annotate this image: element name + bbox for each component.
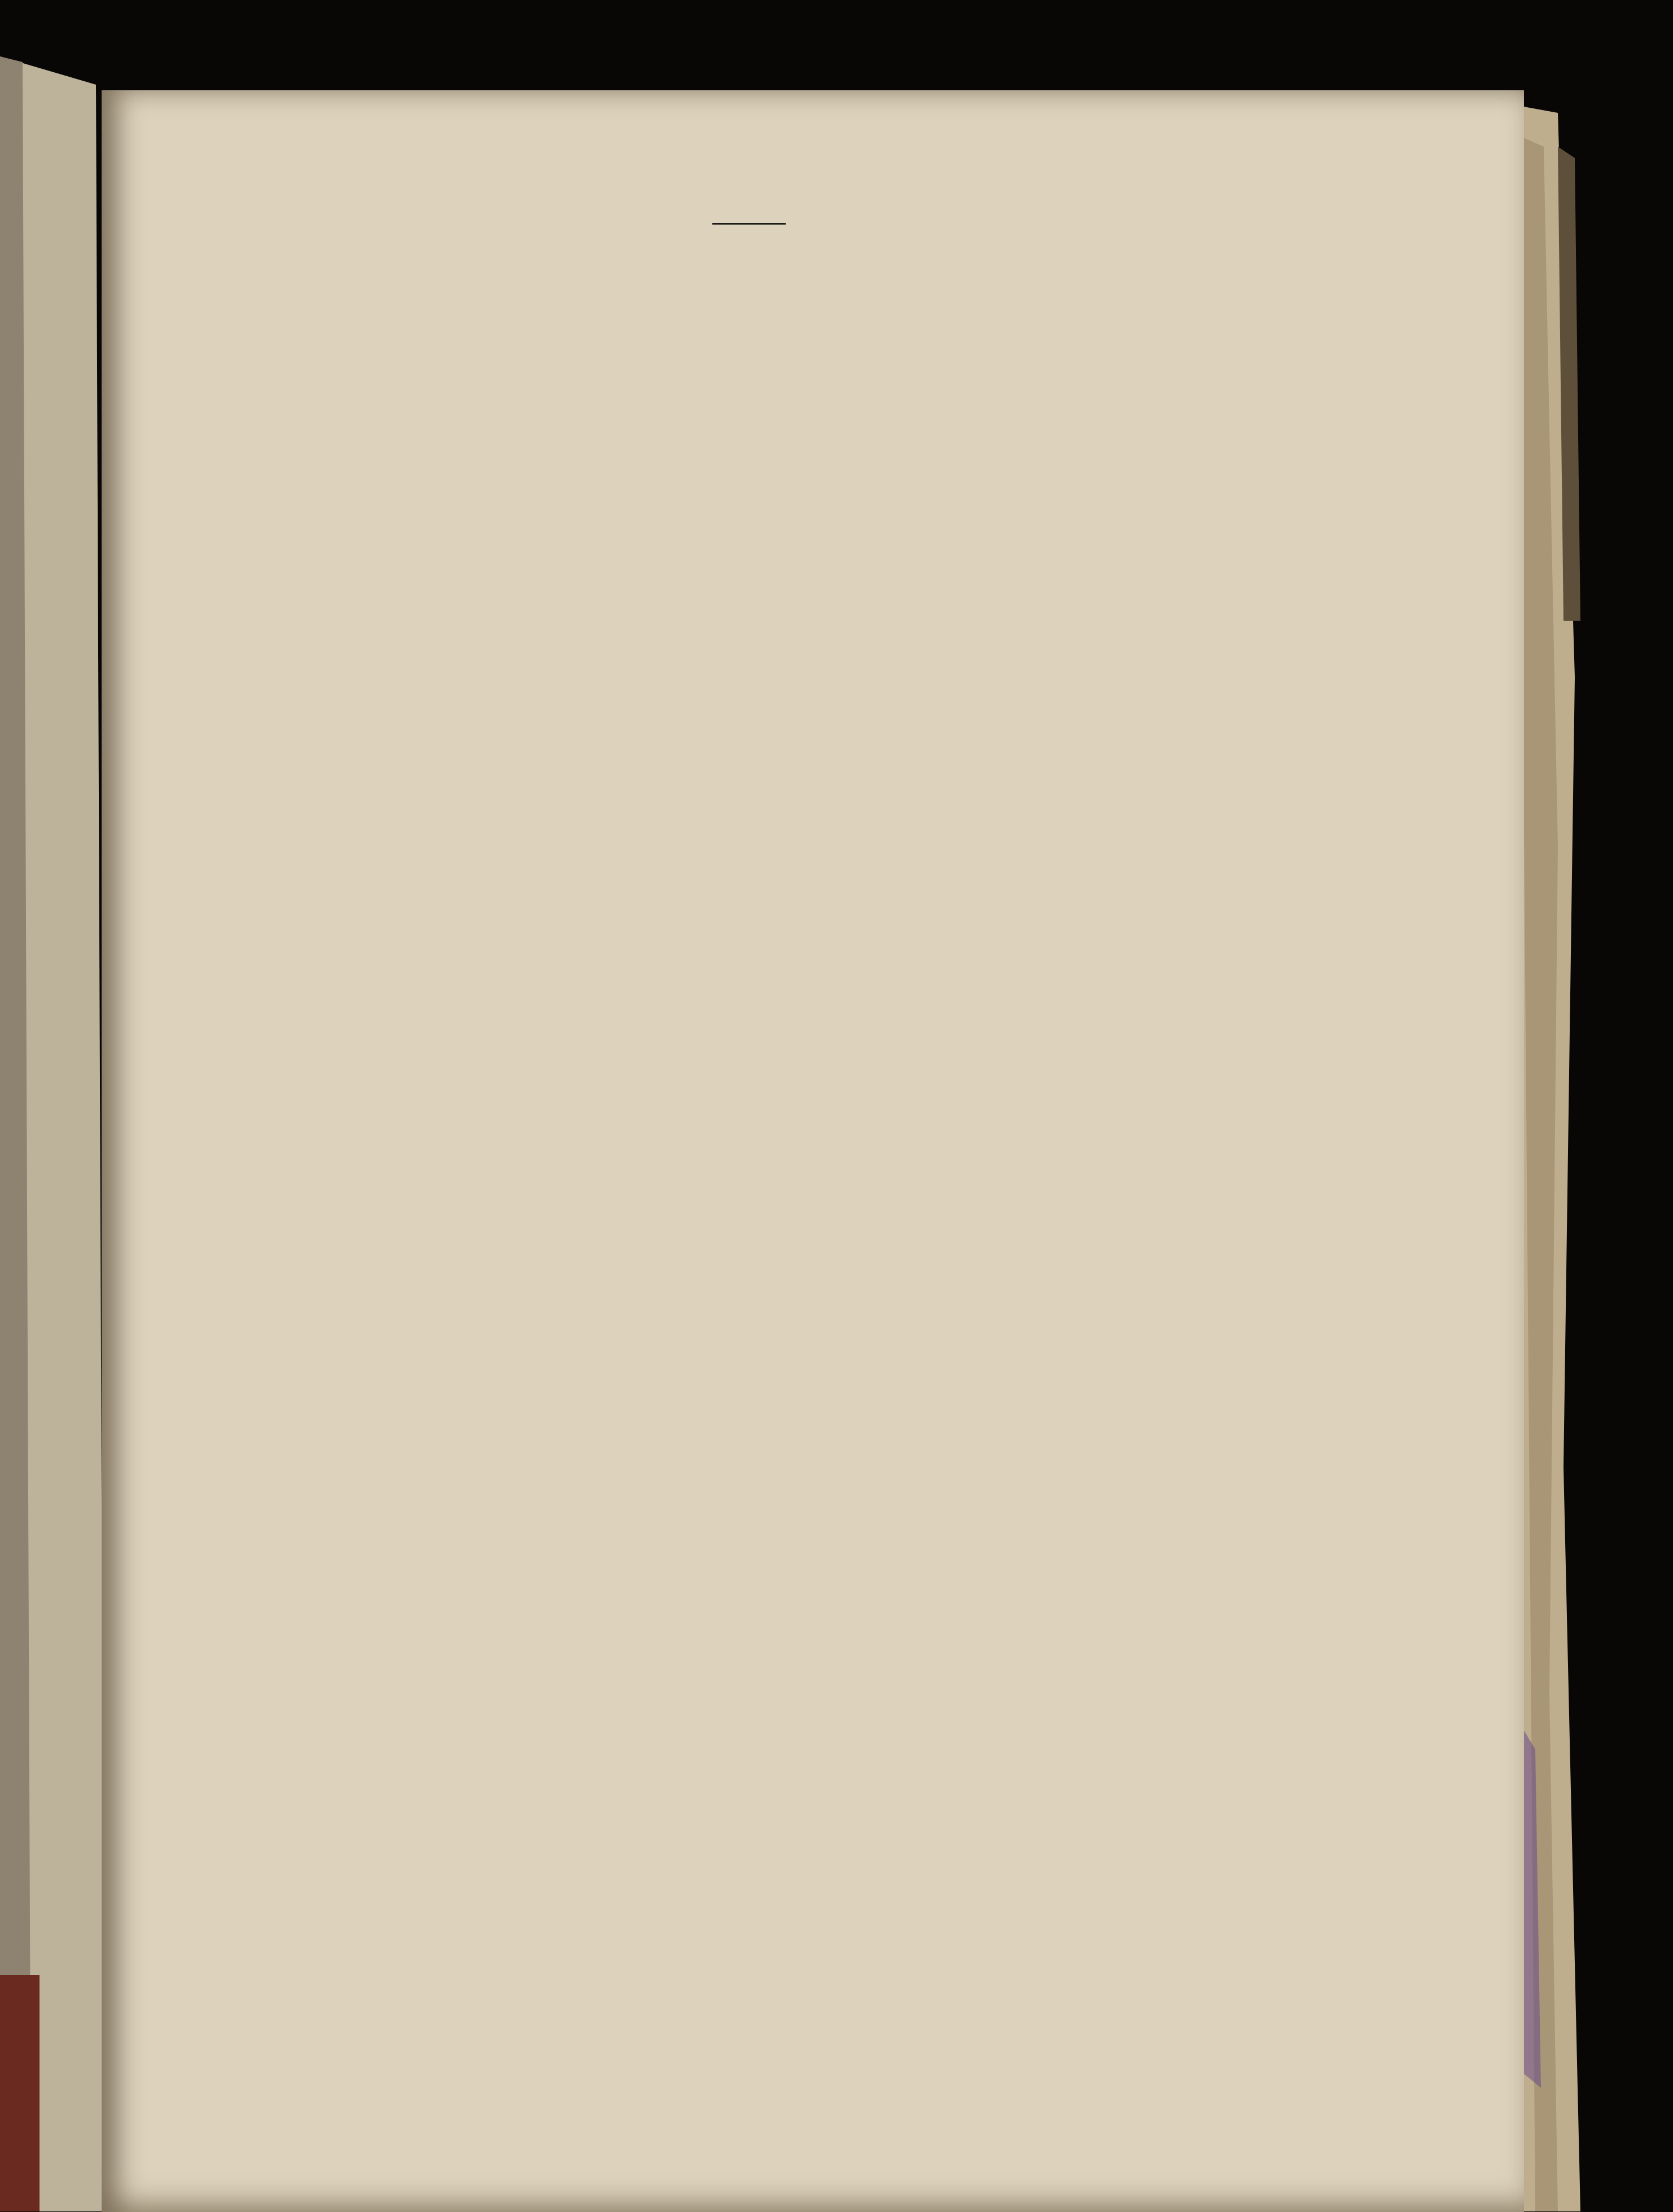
book-page xyxy=(102,90,1524,2212)
book-cover-edge xyxy=(0,1975,40,2211)
page-number-underline xyxy=(712,223,786,225)
